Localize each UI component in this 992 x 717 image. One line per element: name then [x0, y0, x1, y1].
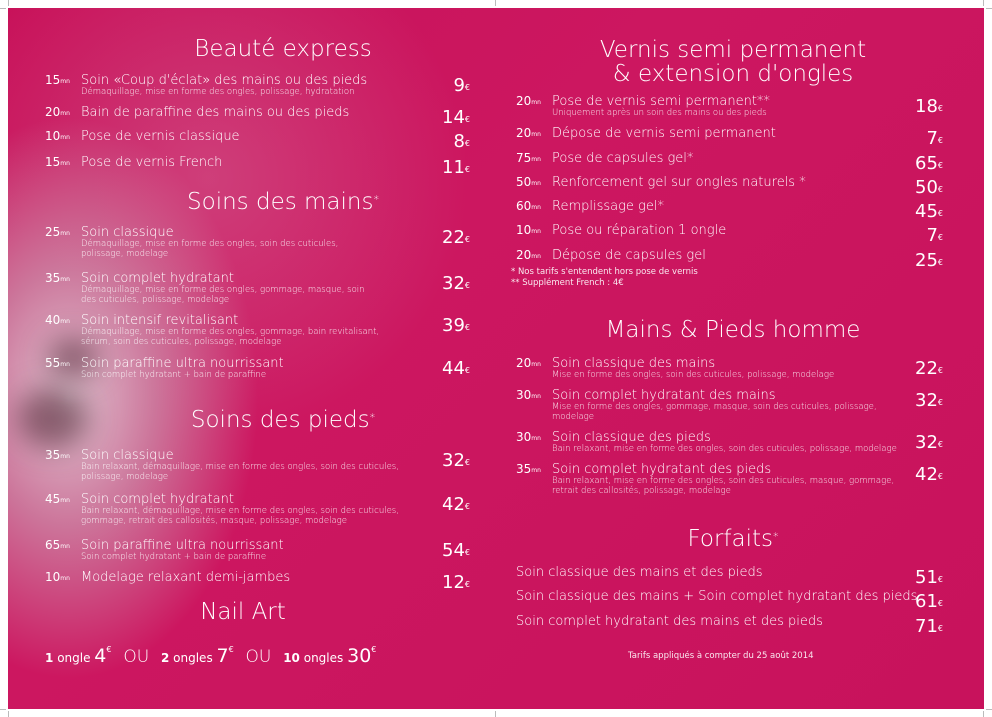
item-price [410, 132, 470, 152]
item-name: Soin «Coup d'éclat» des mains ou des pieds [81, 73, 368, 88]
item-price [410, 108, 470, 128]
duration-value: 25 [45, 225, 61, 239]
duration [45, 271, 70, 286]
duration [45, 73, 70, 88]
item-name: Bain de paraffine des mains ou des pieds [81, 105, 350, 120]
item-price [883, 359, 943, 379]
price-currency: € [937, 136, 943, 145]
item-name: Soin complet hydratant des pieds [552, 462, 772, 477]
price-currency: € [937, 398, 943, 407]
duration-unit: mn [60, 361, 70, 368]
price-currency: € [464, 281, 470, 290]
duration-value: 10 [516, 223, 532, 237]
item-name: Soin classique [81, 448, 174, 463]
item-price [883, 251, 943, 271]
duration [516, 430, 541, 445]
section-title-vernis: Vernis semi permanent & extension d'ongles [599, 37, 867, 87]
duration-unit: mn [531, 393, 541, 400]
duration [45, 155, 70, 170]
duration-unit: mn [60, 575, 70, 582]
duration-unit: mn [60, 276, 70, 283]
item-price [410, 228, 470, 248]
item-name: Soin complet hydratant des mains et des pieds [516, 614, 823, 629]
duration-unit: mn [60, 110, 70, 117]
duration-unit: mn [531, 361, 541, 368]
menu-item [516, 614, 943, 644]
duration [45, 448, 70, 463]
duration-unit: mn [531, 228, 541, 235]
item-price [410, 359, 470, 379]
section-title-forfaits: Forfaits* [687, 526, 779, 552]
item-price [883, 617, 943, 637]
duration-value: 20 [516, 248, 532, 262]
duration [45, 570, 70, 585]
item-description: Uniquement après un soin des mains ou des pieds [552, 108, 767, 118]
item-name: Pose de vernis semi permanent** [552, 94, 770, 109]
menu-item [45, 225, 470, 259]
price-currency: € [937, 258, 943, 267]
item-price [883, 433, 943, 453]
item-description: Bain relaxant, démaquillage, mise en forme des ongles, soin des cuticules, polissage, modelage [81, 462, 399, 482]
price-currency: € [937, 233, 943, 242]
fold-mark [495, 711, 496, 717]
price-value: 22 [915, 358, 938, 379]
duration-unit: mn [60, 160, 70, 167]
duration [516, 388, 541, 403]
item-name: Soin paraffine ultra nourrissant [81, 538, 284, 553]
price-value: 11 [442, 157, 465, 178]
menu-item [45, 492, 470, 526]
duration [516, 94, 541, 109]
price-value: 9 [453, 75, 465, 96]
duration [45, 492, 70, 507]
price-currency: € [464, 502, 470, 511]
crop-mark [0, 709, 6, 710]
duration-unit: mn [60, 134, 70, 141]
item-description: Mise en forme des ongles, soin des cuticules, polissage, modelage [552, 370, 835, 380]
price-value: 50 [915, 177, 938, 198]
price-value: 12 [442, 572, 465, 593]
price-currency: € [937, 575, 943, 584]
section-title-beaute-express: Beauté express [194, 36, 372, 62]
duration-value: 10 [45, 570, 61, 584]
duration-value: 20 [516, 356, 532, 370]
item-price [883, 226, 943, 246]
menu-item [45, 356, 470, 386]
duration-value: 60 [516, 199, 532, 213]
duration [45, 356, 70, 371]
price-value: 25 [915, 250, 938, 271]
price-value: 42 [915, 464, 938, 485]
crop-mark [8, 0, 9, 6]
item-price [410, 451, 470, 471]
item-name: Soin complet hydratant des mains [552, 388, 776, 403]
item-description: Démaquillage, mise en forme des ongles, soin des cuticules, polissage, modelage [81, 239, 339, 259]
footnote-1: * Nos tarifs s'entendent hors pose de vernis [511, 267, 698, 277]
item-description: Soin complet hydratant + bain de paraffine [81, 370, 267, 380]
duration-value: 65 [45, 538, 61, 552]
price-currency: € [464, 366, 470, 375]
price-value: 32 [915, 390, 938, 411]
price-value: 54 [442, 540, 465, 561]
price-value: 65 [915, 153, 938, 174]
item-name: Renforcement gel sur ongles naturels * [552, 175, 806, 190]
item-price [883, 97, 943, 117]
duration-value: 35 [45, 448, 61, 462]
item-name: Soin classique des mains et des pieds [516, 565, 763, 580]
duration-value: 30 [516, 388, 532, 402]
background-shadow [18, 388, 88, 448]
section-title-soins-des-mains: Soins des mains* [187, 189, 379, 215]
item-description: Soin complet hydratant + bain de paraffine [81, 552, 267, 562]
price-currency: € [937, 185, 943, 194]
item-price [410, 76, 470, 96]
duration-value: 20 [45, 105, 61, 119]
menu-item [45, 73, 470, 103]
price-currency: € [937, 161, 943, 170]
item-name: Dépose de capsules gel [552, 248, 706, 263]
item-price [883, 568, 943, 588]
price-value: 32 [442, 450, 465, 471]
duration-unit: mn [531, 156, 541, 163]
item-description: Bain relaxant, mise en forme des ongles, soin des cuticules, masque, gommage, retrait des callosités, polissage, modelage [552, 476, 895, 496]
price-currency: € [464, 323, 470, 332]
menu-item [45, 155, 470, 185]
item-description: Bain relaxant, mise en forme des ongles, soin des cuticules, polissage, modelage [552, 444, 897, 454]
duration [516, 223, 541, 238]
duration-value: 20 [516, 94, 532, 108]
duration-value: 35 [45, 271, 61, 285]
duration-unit: mn [531, 253, 541, 260]
item-price [410, 316, 470, 336]
duration-value: 75 [516, 151, 532, 165]
duration-value: 55 [45, 356, 61, 370]
duration-unit: mn [531, 180, 541, 187]
crop-mark [986, 709, 992, 710]
menu-item [516, 94, 943, 124]
item-name: Soin classique des pieds [552, 430, 711, 445]
menu-item [516, 430, 943, 460]
item-price [883, 391, 943, 411]
crop-mark [983, 711, 984, 717]
duration-value: 20 [516, 126, 532, 140]
item-price [883, 592, 943, 612]
price-value: 39 [442, 315, 465, 336]
item-name: Pose ou réparation 1 ongle [552, 223, 727, 238]
menu-item [45, 271, 470, 305]
item-name: Pose de vernis classique [81, 129, 240, 144]
item-price [883, 465, 943, 485]
item-description: Démaquillage, mise en forme des ongles, gommage, bain revitalisant, sérum, soin des cuticules, polissage, modelage [81, 327, 380, 347]
item-name: Remplissage gel* [552, 199, 664, 214]
duration-unit: mn [60, 78, 70, 85]
duration-unit: mn [60, 497, 70, 504]
duration-unit: mn [60, 543, 70, 550]
price-currency: € [464, 458, 470, 467]
price-value: 44 [442, 358, 465, 379]
nail-art-prices: 1 ongle 4€ OU 2 ongles 7€ OU 10 ongles 30€ [45, 645, 377, 667]
crop-mark [983, 0, 984, 6]
duration-unit: mn [60, 453, 70, 460]
duration-value: 50 [516, 175, 532, 189]
item-name: Soin classique des mains [552, 356, 716, 371]
section-title-mains-pieds-homme: Mains & Pieds homme [605, 317, 861, 343]
item-name: Soin classique des mains + Soin complet hydratant des pieds [516, 589, 918, 604]
price-value: 7 [926, 128, 938, 149]
price-value: 18 [915, 96, 938, 117]
item-price [410, 541, 470, 561]
price-currency: € [464, 83, 470, 92]
duration [45, 313, 70, 328]
price-value: 14 [442, 107, 465, 128]
crop-mark [0, 8, 6, 9]
menu-item [45, 538, 470, 568]
price-value: 51 [915, 567, 938, 588]
item-description: Démaquillage, mise en forme des ongles, gommage, masque, soin des cuticules, polissage, modelage [81, 285, 365, 305]
crop-mark [986, 8, 992, 9]
item-name: Pose de vernis French [81, 155, 223, 170]
duration [516, 126, 541, 141]
duration-value: 45 [45, 492, 61, 506]
price-currency: € [937, 624, 943, 633]
price-value: 42 [442, 494, 465, 515]
duration-unit: mn [531, 99, 541, 106]
menu-page [8, 8, 984, 709]
duration-unit: mn [531, 131, 541, 138]
menu-item [516, 388, 943, 422]
price-value: 32 [442, 273, 465, 294]
item-description: Mise en forme des ongles, gommage, masque, soin des cuticules, polissage, modelage [552, 402, 877, 422]
item-name: Soin complet hydratant [81, 492, 234, 507]
item-name: Pose de capsules gel* [552, 151, 694, 166]
menu-item [45, 448, 470, 482]
price-value: 7 [926, 225, 938, 246]
item-price [410, 158, 470, 178]
duration-value: 30 [516, 430, 532, 444]
duration-unit: mn [531, 435, 541, 442]
price-value: 8 [453, 131, 465, 152]
crop-mark [8, 711, 9, 717]
price-currency: € [937, 209, 943, 218]
price-currency: € [464, 115, 470, 124]
duration [516, 199, 541, 214]
item-price [410, 274, 470, 294]
duration-value: 40 [45, 313, 61, 327]
duration [45, 538, 70, 553]
item-name: Soin complet hydratant [81, 271, 234, 286]
duration-unit: mn [531, 467, 541, 474]
price-currency: € [464, 139, 470, 148]
duration-unit: mn [60, 318, 70, 325]
duration [516, 175, 541, 190]
footnote-2: ** Supplément French : 4€ [511, 278, 624, 288]
duration [45, 105, 70, 120]
duration [516, 462, 541, 477]
item-name: Soin intensif revitalisant [81, 313, 239, 328]
price-currency: € [464, 235, 470, 244]
price-value: 71 [915, 616, 938, 637]
duration [516, 356, 541, 371]
item-price [410, 573, 470, 593]
price-currency: € [464, 548, 470, 557]
price-currency: € [937, 472, 943, 481]
price-currency: € [937, 366, 943, 375]
price-currency: € [937, 104, 943, 113]
item-price [883, 202, 943, 222]
menu-item [516, 462, 943, 496]
duration-value: 15 [45, 73, 61, 87]
price-value: 32 [915, 432, 938, 453]
duration-unit: mn [531, 204, 541, 211]
duration-value: 10 [45, 129, 61, 143]
price-currency: € [464, 165, 470, 174]
item-description: Bain relaxant, démaquillage, mise en forme des ongles, soin des cuticules, gommage, retrait des callosités, masque, polissage, modelage [81, 506, 399, 526]
item-name: Dépose de vernis semi permanent [552, 126, 776, 141]
menu-item [516, 356, 943, 386]
item-price [883, 154, 943, 174]
price-value: 22 [442, 227, 465, 248]
price-value: 61 [915, 591, 938, 612]
menu-item [45, 313, 470, 347]
item-name: Modelage relaxant demi-jambes [81, 570, 291, 585]
item-price [883, 178, 943, 198]
menu-item [45, 570, 470, 600]
duration-unit: mn [60, 230, 70, 237]
validity-footer: Tarifs appliqués à compter du 25 août 2014 [628, 651, 814, 661]
price-currency: € [937, 599, 943, 608]
section-title-soins-des-pieds: Soins des pieds* [190, 407, 376, 433]
item-price [410, 495, 470, 515]
item-name: Soin paraffine ultra nourrissant [81, 356, 284, 371]
duration [516, 151, 541, 166]
item-name: Soin classique [81, 225, 174, 240]
duration-value: 15 [45, 155, 61, 169]
duration [45, 225, 70, 240]
price-currency: € [464, 580, 470, 589]
item-price [883, 129, 943, 149]
price-currency: € [937, 440, 943, 449]
item-description: Démaquillage, mise en forme des ongles, polissage, hydratation [81, 87, 355, 97]
fold-mark [495, 0, 496, 6]
duration [45, 129, 70, 144]
price-value: 45 [915, 201, 938, 222]
section-title-nail-art: Nail Art [200, 599, 286, 625]
duration-value: 35 [516, 462, 532, 476]
duration [516, 248, 541, 263]
